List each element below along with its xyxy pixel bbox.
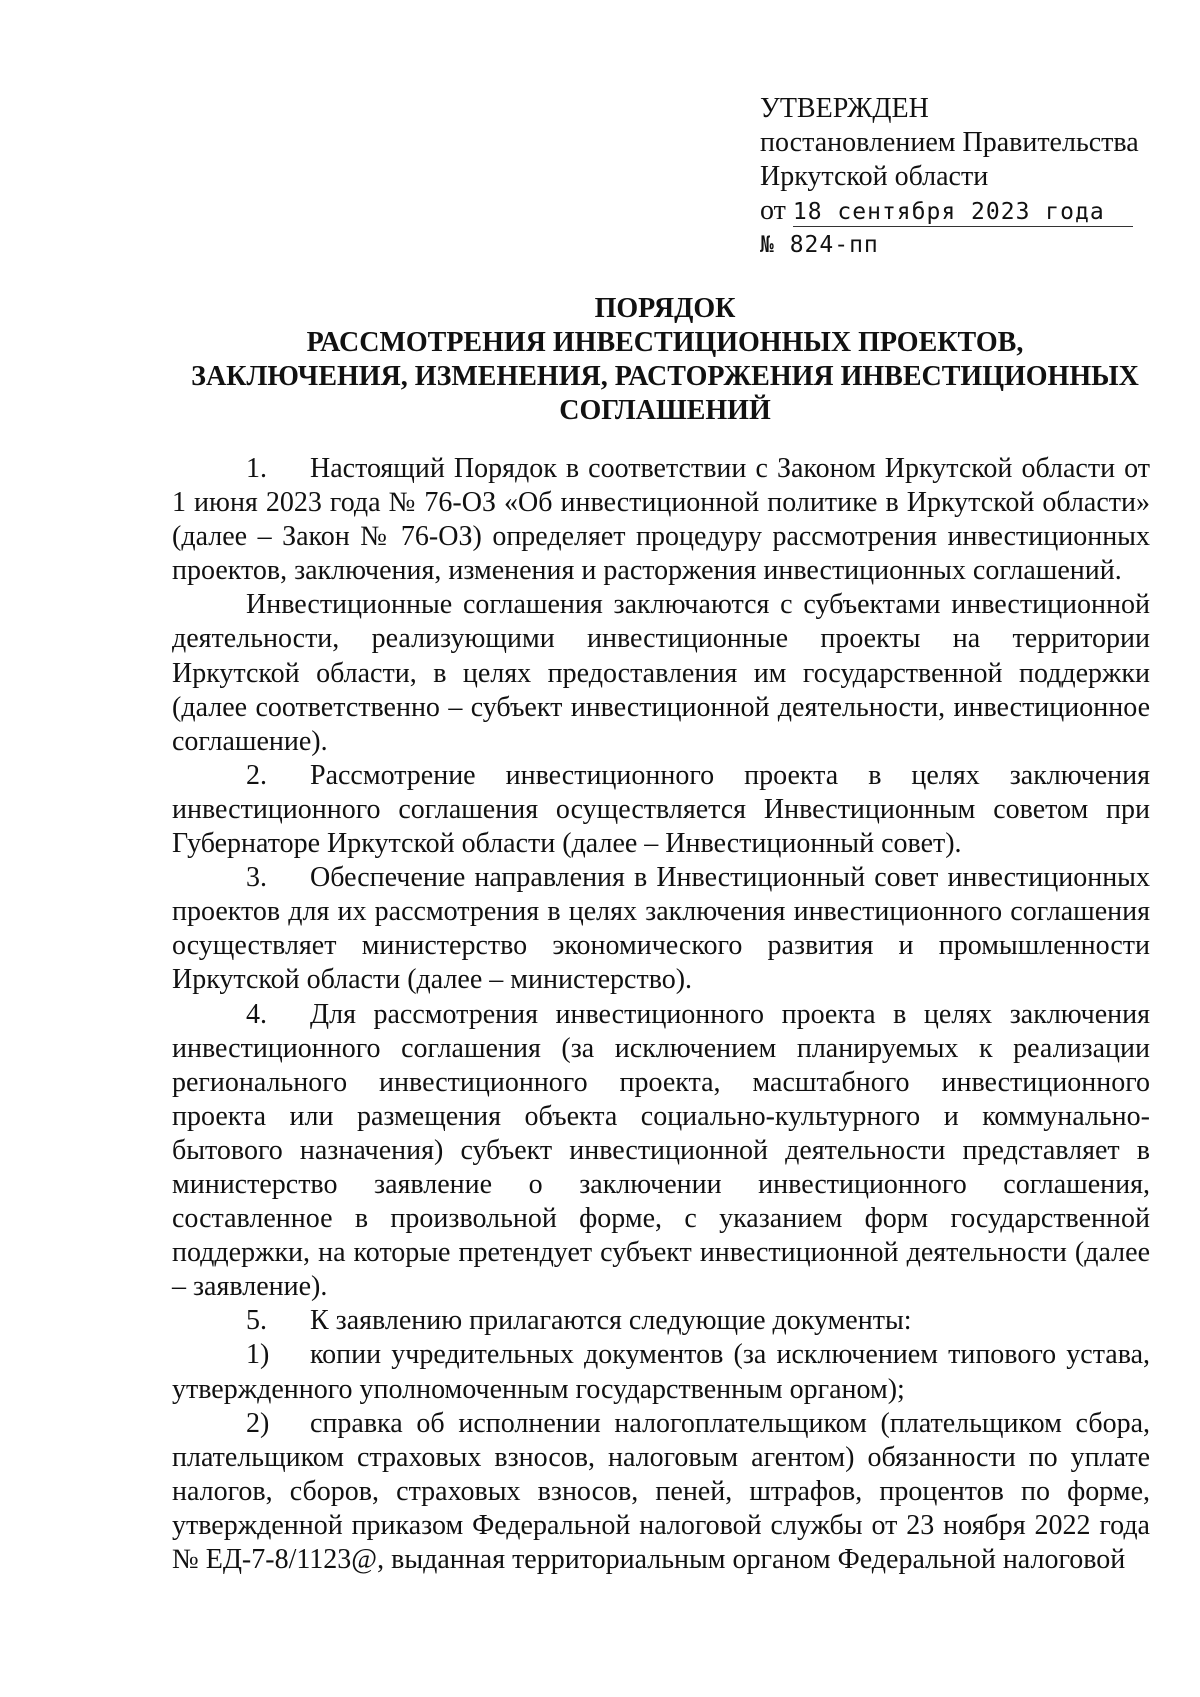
paragraph-text: К заявлению прилагаются следующие документы: (310, 1305, 912, 1337)
approval-date-line (760, 194, 1160, 228)
title-line-1: ПОРЯДОК (594, 293, 736, 324)
paragraph-1-continued (172, 588, 1150, 758)
paragraph-text: Для рассмотрения инвестиционного проекта в целях заключения инвестиционного соглашения (за исключением планируемых к реализации регионального инвестиционного проекта, масштабного инвестиционного проекта или размещения объекта социально-культурного и коммунально-бытового назначения) субъект инвестиционной деятельности представляет в министерство заявление о заключении инвестиционного соглашения, составленное в произвольной форме, с указанием форм государственной поддержки, на которые претендует субъект инвестиционной деятельности (далее – заявление). (172, 998, 1150, 1303)
title-line-2: РАССМОТРЕНИЯ ИНВЕСТИЦИОННЫХ ПРОЕКТОВ, (306, 327, 1024, 358)
paragraph-5 (172, 1304, 1150, 1338)
paragraph-text: Инвестиционные соглашения заключаются с субъектами инвестиционной деятельности, реализующими инвестиционные проекты на территории Иркутской области, в целях предоставления им государственной поддержки (далее соответственно – субъект инвестиционной деятельности, инвестиционное соглашение). (172, 589, 1150, 757)
subitem-number: 1) (246, 1339, 270, 1371)
title-line-4: СОГЛАШЕНИЙ (559, 395, 771, 426)
approval-region: Иркутской области (760, 161, 989, 192)
paragraph-text: Настоящий Порядок в соответствии с Законом Иркутской области от 1 июня 2023 года № 76-ОЗ «Об инвестиционной политике в Иркутской области» (далее – Закон № 76-ОЗ) определяет процедуру рассмотрения инвестиционных проектов, заключения, изменения и расторжения инвестиционных соглашений. (172, 453, 1150, 587)
paragraph-4 (172, 998, 1150, 1305)
document-body (172, 452, 1150, 1577)
paragraph-number: 4. (246, 998, 267, 1030)
approval-heading: УТВЕРЖДЕН (760, 93, 929, 124)
approval-date: 18 сентября 2023 года (793, 198, 1133, 227)
subitem-text: справка об исполнении налогоплательщиком (плательщиком сбора, плательщиком страховых взносов, налоговым агентом) обязанности по уплате налогов, сборов, страховых взносов, пеней, штрафов, процентов по форме, утвержденной приказом Федеральной налоговой службы от 23 ноября 2022 года № ЕД-7-8/1123@, выданная территориальным органом Федеральной налоговой (172, 1407, 1150, 1575)
paragraph-number: 1. (246, 453, 267, 484)
subitem-text: копии учредительных документов (за исключением типового устава, утвержденного уполномоченным государственным органом); (172, 1339, 1150, 1405)
paragraph-3 (172, 861, 1150, 997)
paragraph-number: 3. (246, 862, 267, 894)
paragraph-1 (172, 452, 1150, 588)
paragraph-number: 5. (246, 1305, 267, 1337)
paragraph-text: Рассмотрение инвестиционного проекта в целях заключения инвестиционного соглашения осуществляется Инвестиционным советом при Губернаторе Иркутской области (далее – Инвестиционный совет). (172, 759, 1150, 860)
paragraph-2 (172, 759, 1150, 861)
paragraph-number: 2. (246, 759, 267, 791)
approval-date-prefix: от (760, 195, 786, 226)
subitem-1 (172, 1338, 1150, 1406)
title-line-3: ЗАКЛЮЧЕНИЯ, ИЗМЕНЕНИЯ, РАСТОРЖЕНИЯ ИНВЕСТИЦИОННЫХ (191, 361, 1139, 392)
subitem-2 (172, 1407, 1150, 1577)
paragraph-text: Обеспечение направления в Инвестиционный совет инвестиционных проектов для их рассмотрения в целях заключения инвестиционного соглашения осуществляет министерство экономического развития и промышленности Иркутской области (далее – министерство). (172, 862, 1150, 996)
approval-number: № 824-пп (760, 232, 879, 258)
approval-resolution: постановлением Правительства (760, 127, 1139, 158)
document-title (170, 292, 1160, 428)
approval-stamp (760, 92, 1160, 262)
subitem-number: 2) (246, 1407, 270, 1439)
